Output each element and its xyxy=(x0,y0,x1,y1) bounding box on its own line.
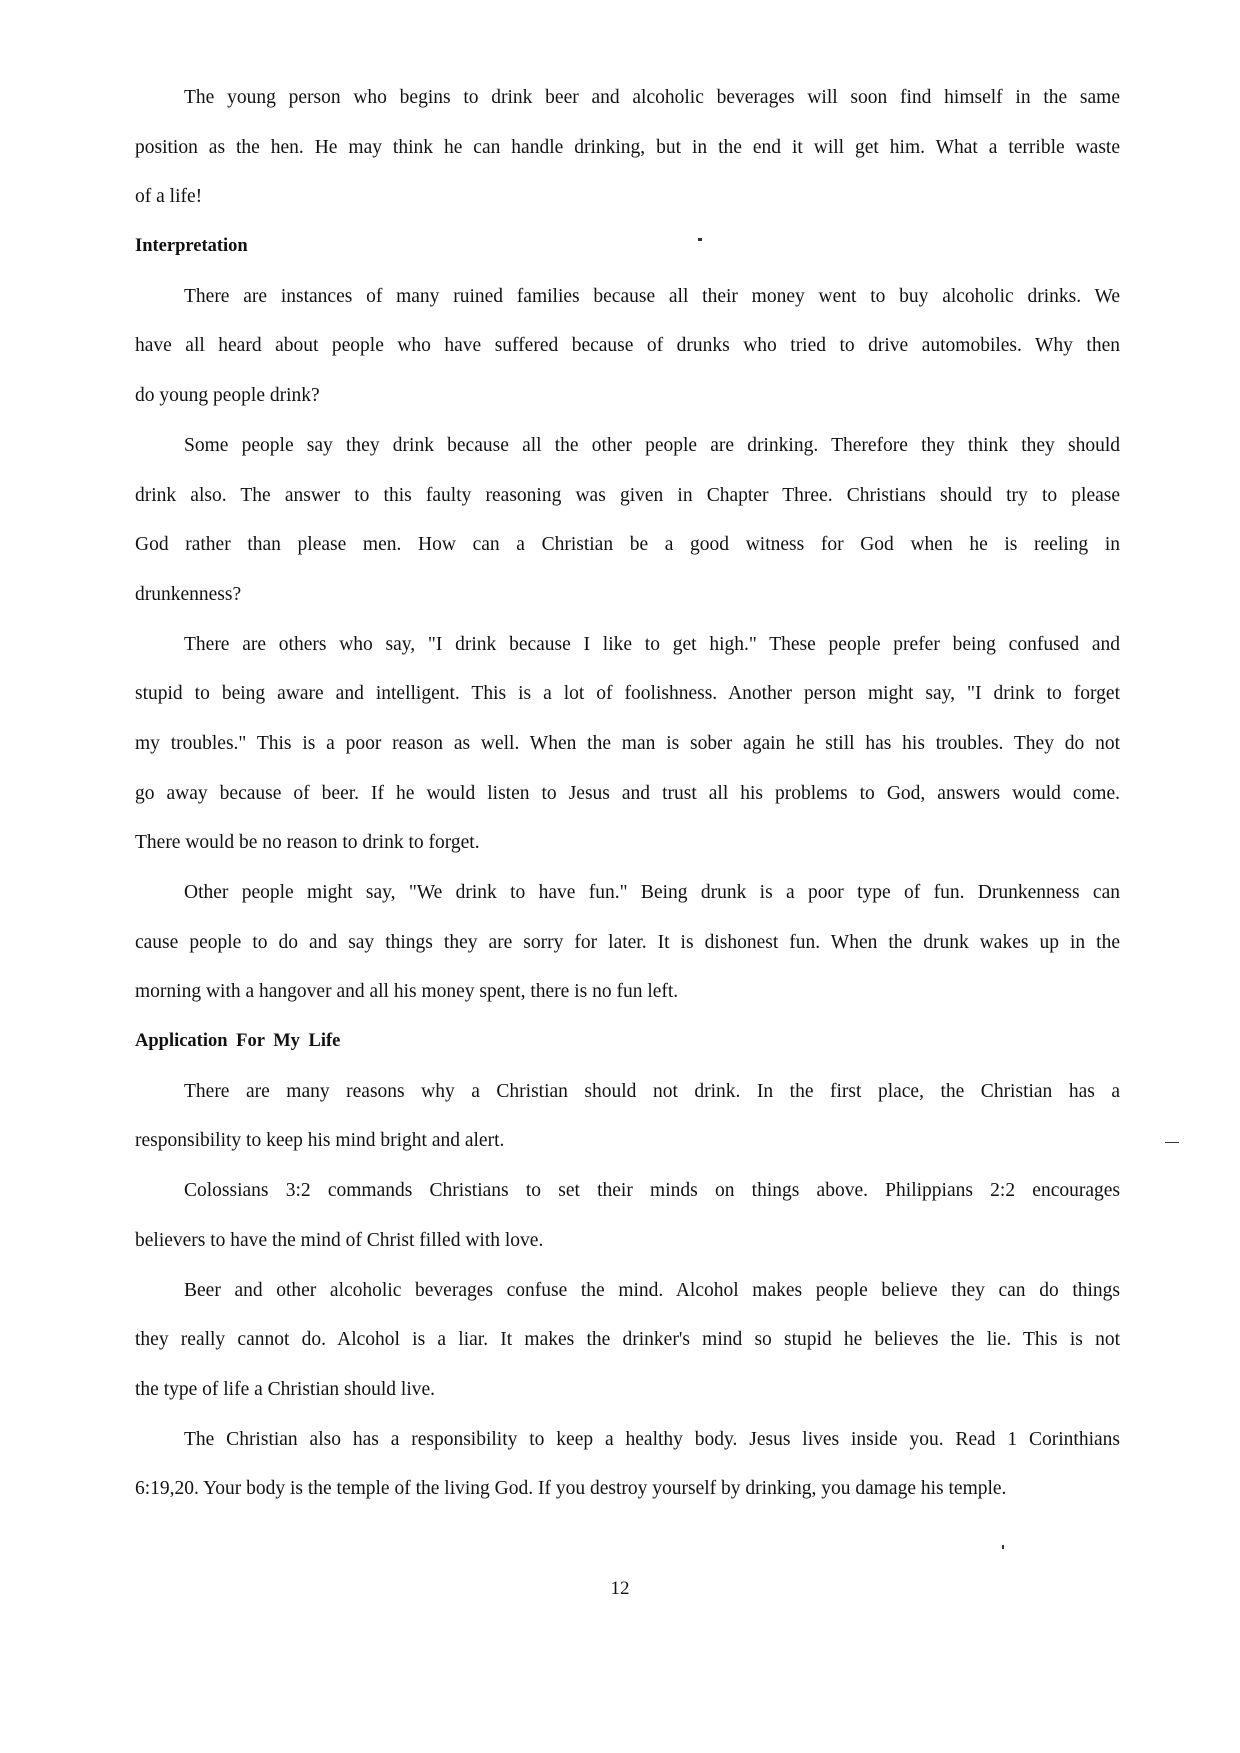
paragraph xyxy=(135,1067,1120,1166)
text-line: God rather than please men. How can a Christian be a good witness for God when he is reeling in xyxy=(135,534,1120,556)
body-text xyxy=(135,73,1120,1514)
page-number: 12 xyxy=(610,1578,630,1599)
text-line: morning with a hangover and all his money spent, there is no fun left. xyxy=(135,981,679,1003)
scan-speck xyxy=(1165,1142,1179,1143)
text-line: go away because of beer. If he would listen to Jesus and trust all his problems to God, answers would come. xyxy=(135,782,1120,804)
paragraph xyxy=(135,272,1120,421)
paragraph xyxy=(135,1166,1120,1265)
text-line: There are many reasons why a Christian should not drink. In the first place, the Christian has a xyxy=(184,1080,1120,1102)
paragraph xyxy=(135,421,1120,620)
text-line: do young people drink? xyxy=(135,385,320,407)
text-line: There are others who say, "I drink because I like to get high." These people prefer being confused and xyxy=(184,633,1120,655)
text-line: position as the hen. He may think he can handle drinking, but in the end it will get him. What a terrible waste xyxy=(135,136,1120,158)
section-heading: Application For My Life xyxy=(135,1031,341,1052)
text-line: stupid to being aware and intelligent. This is a lot of foolishness. Another person might say, "I drink to forget xyxy=(135,683,1120,705)
text-line: responsibility to keep his mind bright and alert. xyxy=(135,1130,505,1152)
text-line: drunkenness? xyxy=(135,583,242,605)
text-line: The Christian also has a responsibility to keep a healthy body. Jesus lives inside you. Read 1 Corinthians xyxy=(184,1428,1120,1450)
text-line: of a life! xyxy=(135,186,203,208)
text-line: my troubles." This is a poor reason as well. When the man is sober again he still has his troubles. They do not xyxy=(135,732,1120,754)
text-line: they really cannot do. Alcohol is a liar. It makes the drinker's mind so stupid he believes the lie. This is not xyxy=(135,1329,1120,1351)
text-line: 6:19,20. Your body is the temple of the living God. If you destroy yourself by drinking, you damage his temple. xyxy=(135,1478,1007,1500)
text-line: cause people to do and say things they are sorry for later. It is dishonest fun. When the drunk wakes up in the xyxy=(135,931,1120,953)
paragraph xyxy=(135,620,1120,868)
text-line: drink also. The answer to this faulty reasoning was given in Chapter Three. Christians should try to please xyxy=(135,484,1120,506)
paragraph xyxy=(135,73,1120,222)
text-line: Beer and other alcoholic beverages confuse the mind. Alcohol makes people believe they can do things xyxy=(184,1279,1120,1301)
scan-speck xyxy=(698,238,702,241)
paragraph xyxy=(135,1415,1120,1514)
text-line: Some people say they drink because all the other people are drinking. Therefore they think they should xyxy=(184,434,1120,456)
text-line: Other people might say, "We drink to have fun." Being drunk is a poor type of fun. Drunkenness can xyxy=(184,882,1120,903)
text-line: There would be no reason to drink to forget. xyxy=(135,832,480,854)
section-heading: Interpretation xyxy=(135,236,248,257)
text-line: There are instances of many ruined families because all their money went to buy alcoholic drinks. We xyxy=(184,285,1120,307)
text-line: the type of life a Christian should live. xyxy=(135,1378,436,1400)
paragraph xyxy=(135,868,1120,1017)
scan-speck xyxy=(1002,1545,1004,1549)
text-line: The young person who begins to drink beer and alcoholic beverages will soon find himself in the same xyxy=(184,87,1120,108)
text-line: have all heard about people who have suffered because of drunks who tried to drive automobiles. Why then xyxy=(135,335,1120,357)
paragraph xyxy=(135,1266,1120,1415)
text-line: believers to have the mind of Christ filled with love. xyxy=(135,1229,544,1251)
text-line: Colossians 3:2 commands Christians to set their minds on things above. Philippians 2:2 encourages xyxy=(184,1180,1120,1202)
